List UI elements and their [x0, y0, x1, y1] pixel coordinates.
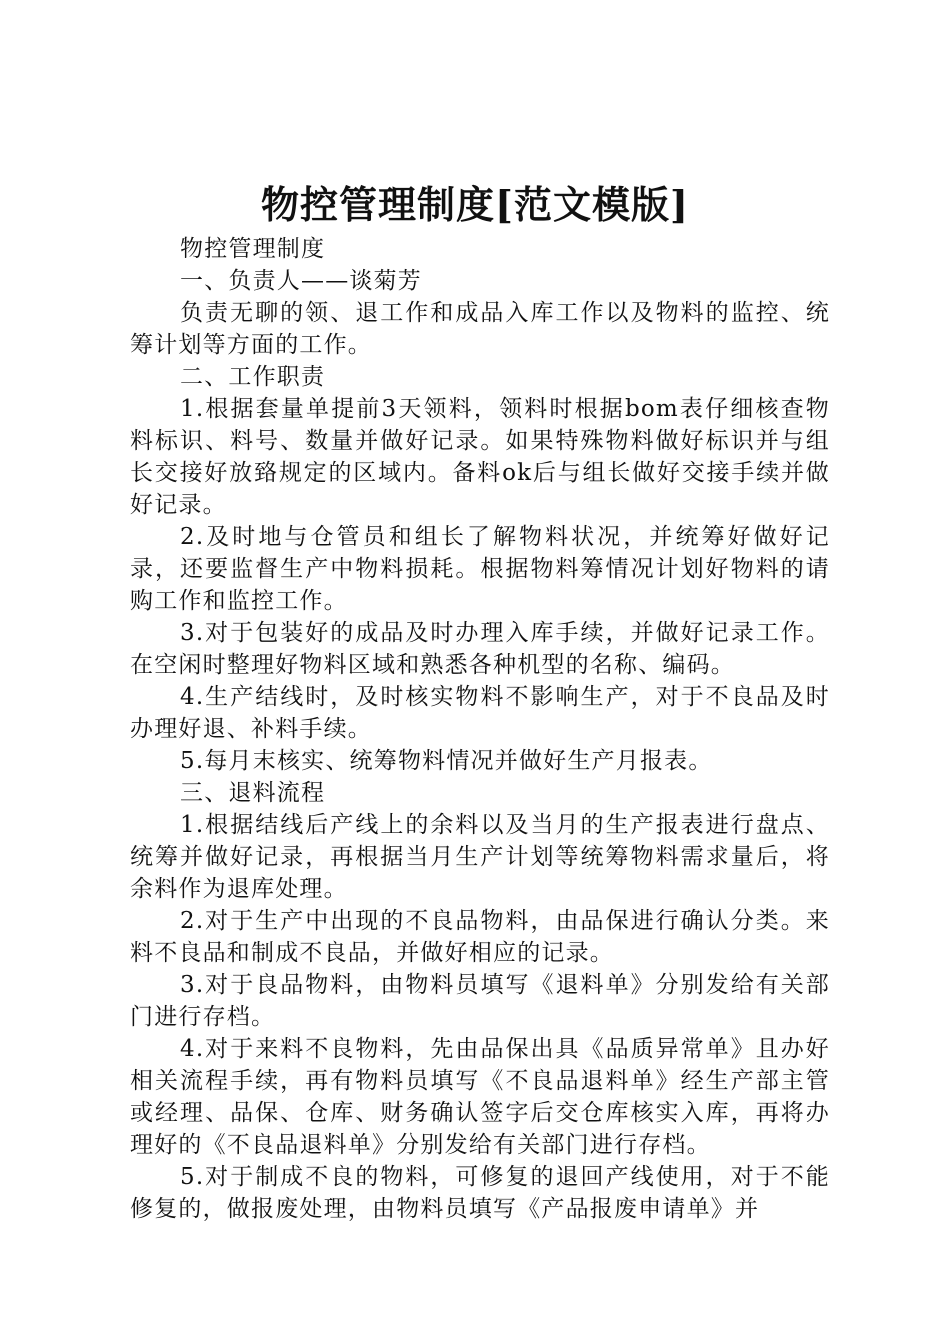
paragraph: 2.及时地与仓管员和组长了解物料状况，并统筹好做好记录，还要监督生产中物料损耗。根据物料筹情况计划好物料的请购工作和监控工作。 [130, 524, 830, 614]
paragraph: 1.根据套量单提前3天领料，领料时根据bom表仔细核查物料标识、料号、数量并做好记录。如果特殊物料做好标识并与组长交接好放臵规定的区域内。备料ok后与组长做好交接手续并做好记录。 [130, 396, 830, 518]
paragraph: 5.对于制成不良的物料，可修复的退回产线使用，对于不能修复的，做报废处理，由物料员填写《产品报废申请单》并 [130, 1164, 830, 1222]
paragraph-heading: 物控管理制度 [180, 236, 326, 262]
paragraph: 5.每月末核实、统筹物料情况并做好生产月报表。 [180, 748, 713, 774]
paragraph: 3.对于包装好的成品及时办理入库手续，并做好记录工作。在空闲时整理好物料区域和熟悉各种机型的名称、编码。 [130, 620, 830, 678]
section-heading-return-process: 三、退料流程 [180, 780, 326, 806]
paragraph: 负责无聊的领、退工作和成品入库工作以及物料的监控、统筹计划等方面的工作。 [130, 300, 830, 358]
section-heading-duties: 二、工作职责 [180, 364, 326, 390]
section-heading-responsible: 一、负责人——谈菊芳 [180, 268, 422, 294]
document-body [130, 233, 830, 1225]
paragraph: 4.生产结线时，及时核实物料不影响生产，对于不良品及时办理好退、补料手续。 [130, 684, 830, 742]
paragraph: 4.对于来料不良物料，先由品保出具《品质异常单》且办好相关流程手续，再有物料员填写《不良品退料单》经生产部主管或经理、品保、仓库、财务确认签字后交仓库核实入库，再将办理好的《不良品退料单》分别发给有关部门进行存档。 [130, 1036, 830, 1158]
paragraph: 1.根据结线后产线上的余料以及当月的生产报表进行盘点、统筹并做好记录，再根据当月生产计划等统筹物料需求量后，将余料作为退库处理。 [130, 812, 830, 902]
paragraph: 3.对于良品物料，由物料员填写《退料单》分别发给有关部门进行存档。 [130, 972, 830, 1030]
document-title: 物控管理制度[范文模版] [261, 182, 689, 227]
paragraph: 2.对于生产中出现的不良品物料，由品保进行确认分类。来料不良品和制成不良品，并做好相应的记录。 [130, 908, 830, 966]
